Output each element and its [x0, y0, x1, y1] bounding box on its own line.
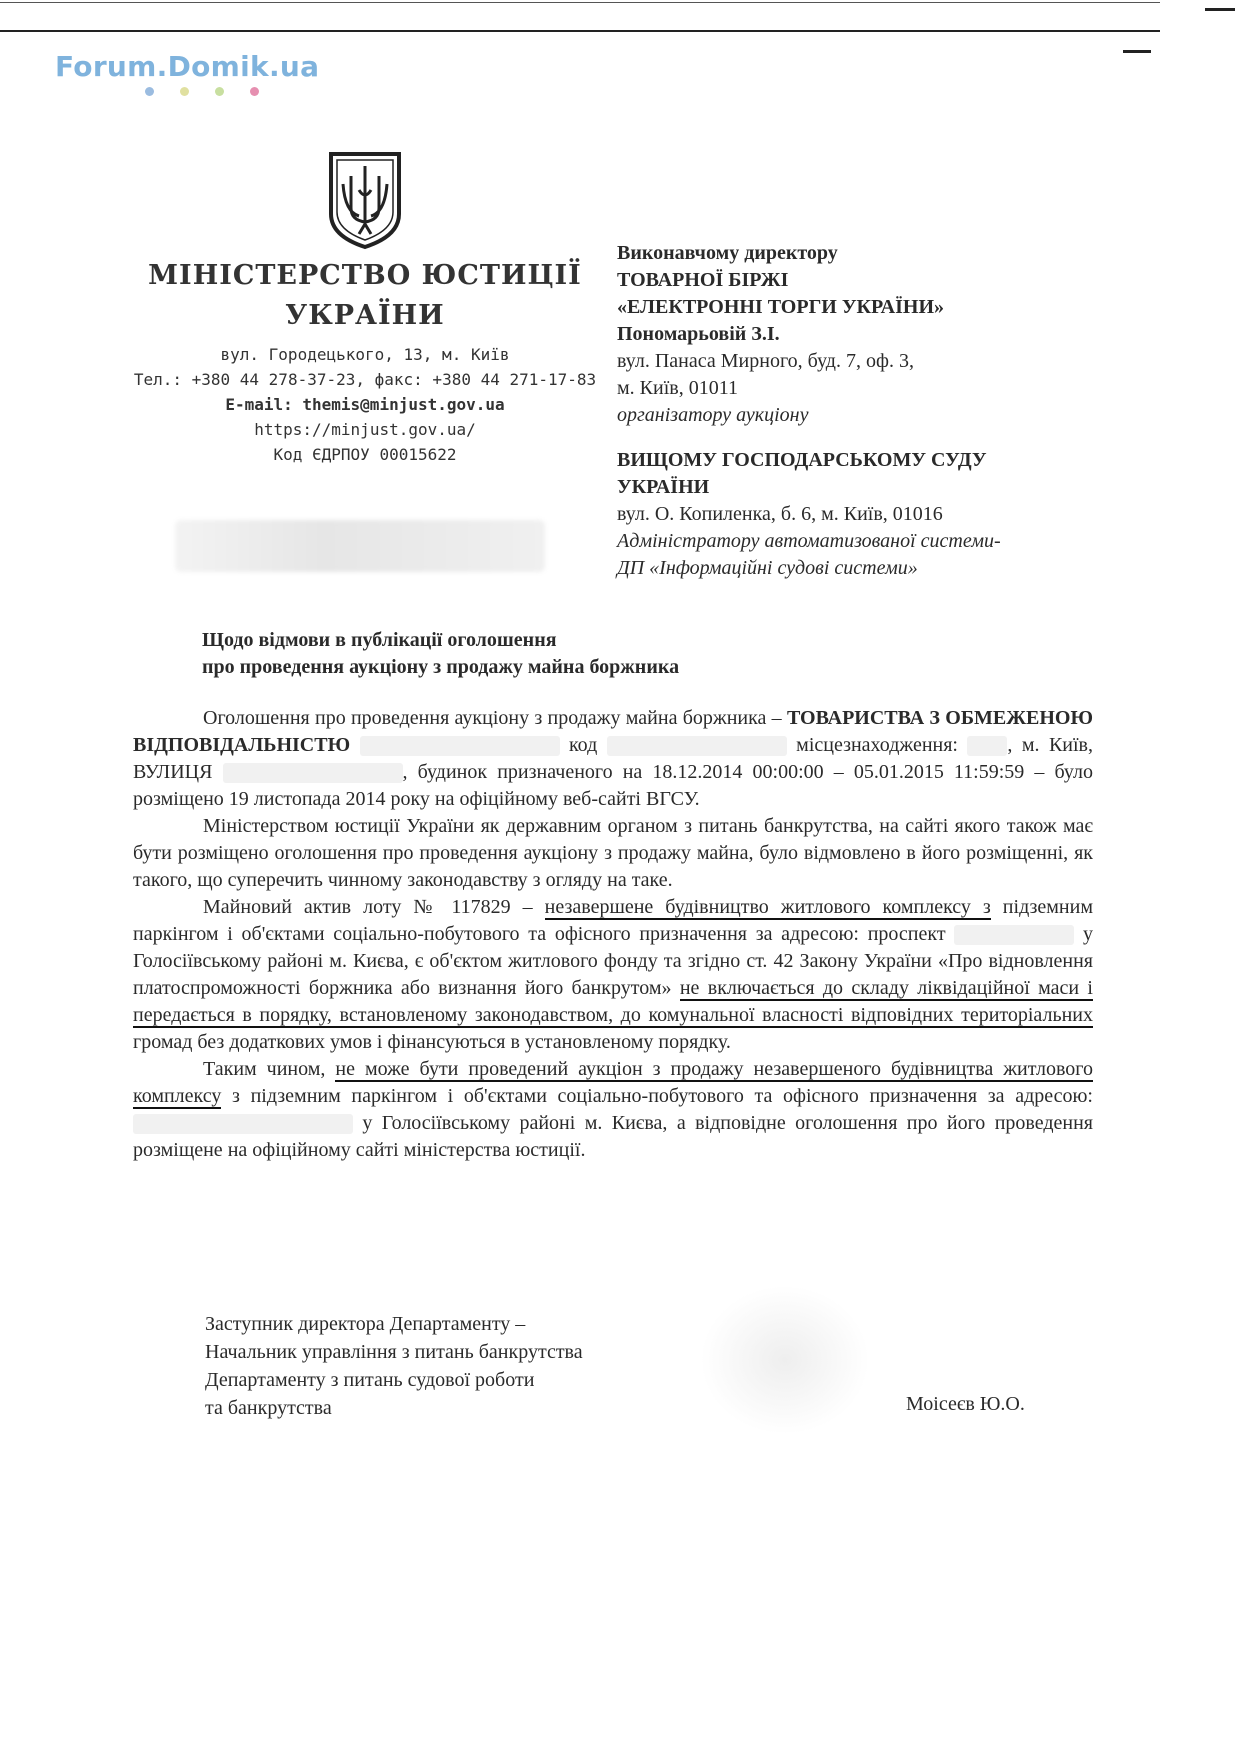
scan-mark: [1205, 8, 1235, 11]
watermark-text: Forum.Domik.ua: [55, 50, 320, 83]
watermark-dot: [145, 87, 154, 96]
paragraph-text: , м. Київ, ВУЛИЦЯ: [133, 734, 1093, 783]
recipient2-line: Адміністратору автоматизованої системи-: [617, 530, 1001, 552]
subject-line: Щодо відмови в публікації оголошення: [202, 629, 557, 651]
watermark-dot: [250, 87, 259, 96]
ministry-phone: Тел.: +380 44 278-37-23, факс: +380 44 271-17-83: [133, 370, 597, 389]
ministry-website: https://minjust.gov.ua/: [254, 420, 476, 439]
redacted-field: [360, 736, 560, 756]
paragraph-text: код: [559, 734, 598, 756]
recipient2-line: УКРАЇНИ: [617, 476, 710, 498]
recipient1-line: ТОВАРНОЇ БІРЖІ: [617, 269, 789, 291]
redacted-field: [607, 736, 787, 756]
recipient1-line: вул. Панаса Мирного, буд. 7, оф. 3,: [617, 350, 914, 372]
redacted-field: [967, 736, 1007, 756]
recipient2-line: ВИЩОМУ ГОСПОДАРСЬКОМУ СУДУ: [617, 449, 987, 471]
letter-body: [133, 705, 1093, 1164]
ministry-address: вул. Городецького, 13, м. Київ: [220, 345, 510, 364]
paragraph-text: громад без додаткових умов і фінансуються в установленому порядку.: [133, 1031, 731, 1053]
recipient1-line: організатору аукціону: [617, 404, 809, 426]
paragraph-text: , будинок: [402, 761, 488, 783]
watermark-dot: [180, 87, 189, 96]
paragraph-1: [133, 705, 1093, 813]
letterhead: [130, 150, 600, 467]
paragraph-text: Оголошення про проведення аукціону з продажу майна боржника –: [203, 707, 787, 729]
scan-edge-line: [0, 2, 1160, 3]
paragraph-text: Таким чином,: [203, 1058, 336, 1080]
paragraph-text: з підземним паркінгом і об'єктами соціально-побутового та офісного призначення за адресою:: [221, 1085, 1093, 1107]
signer-name: Моісеєв Ю.О.: [906, 1393, 1025, 1415]
recipient1-line: «ЕЛЕКТРОННІ ТОРГИ УКРАЇНИ»: [617, 296, 945, 318]
ministry-email: E-mail: themis@minjust.gov.ua: [225, 395, 505, 414]
paragraph-4: [133, 1056, 1093, 1164]
recipient1-line: Пономарьовій З.І.: [617, 323, 780, 345]
signature-block: [205, 1310, 705, 1422]
signer-title-line: та банкрутства: [205, 1397, 332, 1419]
coat-of-arms-icon: [325, 150, 405, 250]
recipient2-line: вул. О. Копиленка, б. 6, м. Київ, 01016: [617, 503, 943, 525]
recipient-block: [617, 240, 1177, 582]
redacted-signature: [700, 1285, 870, 1435]
paragraph-text: у Голосіївському районі м. Києва, є об'єктом житлового фонду та згідно ст. 42 Закону України «Про відновлення платоспроможності боржника або визнання його банкрутом»: [133, 923, 1093, 999]
redacted-field: [133, 1114, 353, 1134]
watermark-dots: [145, 87, 319, 96]
scan-edge-line: [0, 30, 1160, 32]
ministry-title: МІНІСТЕРСТВО ЮСТИЦІЇ: [148, 260, 582, 291]
recipient1-line: Виконавчому директору: [617, 242, 838, 264]
underlined-text: не включається до складу ліквідаційної маси і передається в порядку, встановленому законодавством, до комунальної власності відповідних територіальних: [133, 977, 1093, 1026]
subject-line: про проведення аукціону з продажу майна боржника: [202, 656, 680, 678]
ministry-edrpou: Код ЄДРПОУ 00015622: [273, 445, 457, 464]
recipient2-line: ДП «Інформаційні судові системи»: [617, 557, 918, 579]
paragraph-text: місцезнаходження:: [786, 734, 958, 756]
ministry-title-country: УКРАЇНИ: [285, 300, 445, 331]
watermark-dot: [215, 87, 224, 96]
paragraph-text: Майновий актив лоту № 117829 –: [203, 896, 545, 918]
redacted-field: [954, 925, 1074, 945]
paragraph-text: підземним паркінгом і об'єктами соціально-побутового та офісного призначення за адресою: проспект: [133, 896, 1093, 945]
company-type: ТОВАРИСТВА З ОБМЕЖЕНОЮ ВІДПОВІДАЛЬНІСТЮ: [133, 707, 1094, 756]
signer-title-line: Заступник директора Департаменту –: [205, 1313, 526, 1335]
letter-subject: [202, 627, 902, 681]
paragraph-text: у Голосіївському районі м. Києва, а відповідне оголошення про його проведення розміщене на офіційному сайті міністерства юстиції.: [133, 1112, 1093, 1161]
signer-title-line: Департаменту з питань судової роботи: [205, 1369, 535, 1391]
redacted-registration-stamp: [175, 520, 545, 572]
paragraph-3: [133, 894, 1093, 1056]
paragraph-text: призначеного на 18.12.2014 00:00:00 – 05.01.2015 11:59:59 – було розміщено 19 листопада 2014 року на офіційному веб-сайті ВГСУ.: [133, 761, 1094, 810]
underlined-text: не може бути проведений аукціон з продажу незавершеного будівництва житлового комплексу: [133, 1058, 1093, 1107]
paragraph-2: Міністерством юстиції України як державним органом з питань банкрутства, на сайті якого також має бути розміщено оголошення про проведення аукціону з продажу майна, було відмовлено в його розміщенні, як такого, що суперечить чинному законодавству з огляду на таке.: [133, 815, 1093, 891]
recipient1-line: м. Київ, 01011: [617, 377, 738, 399]
redacted-field: [223, 763, 403, 783]
signer-title-line: Начальник управління з питань банкрутства: [205, 1341, 583, 1363]
underlined-text: незавершене будівництво житлового комплексу з: [544, 896, 991, 918]
site-watermark: [55, 50, 319, 96]
scan-mark: [1123, 50, 1151, 53]
